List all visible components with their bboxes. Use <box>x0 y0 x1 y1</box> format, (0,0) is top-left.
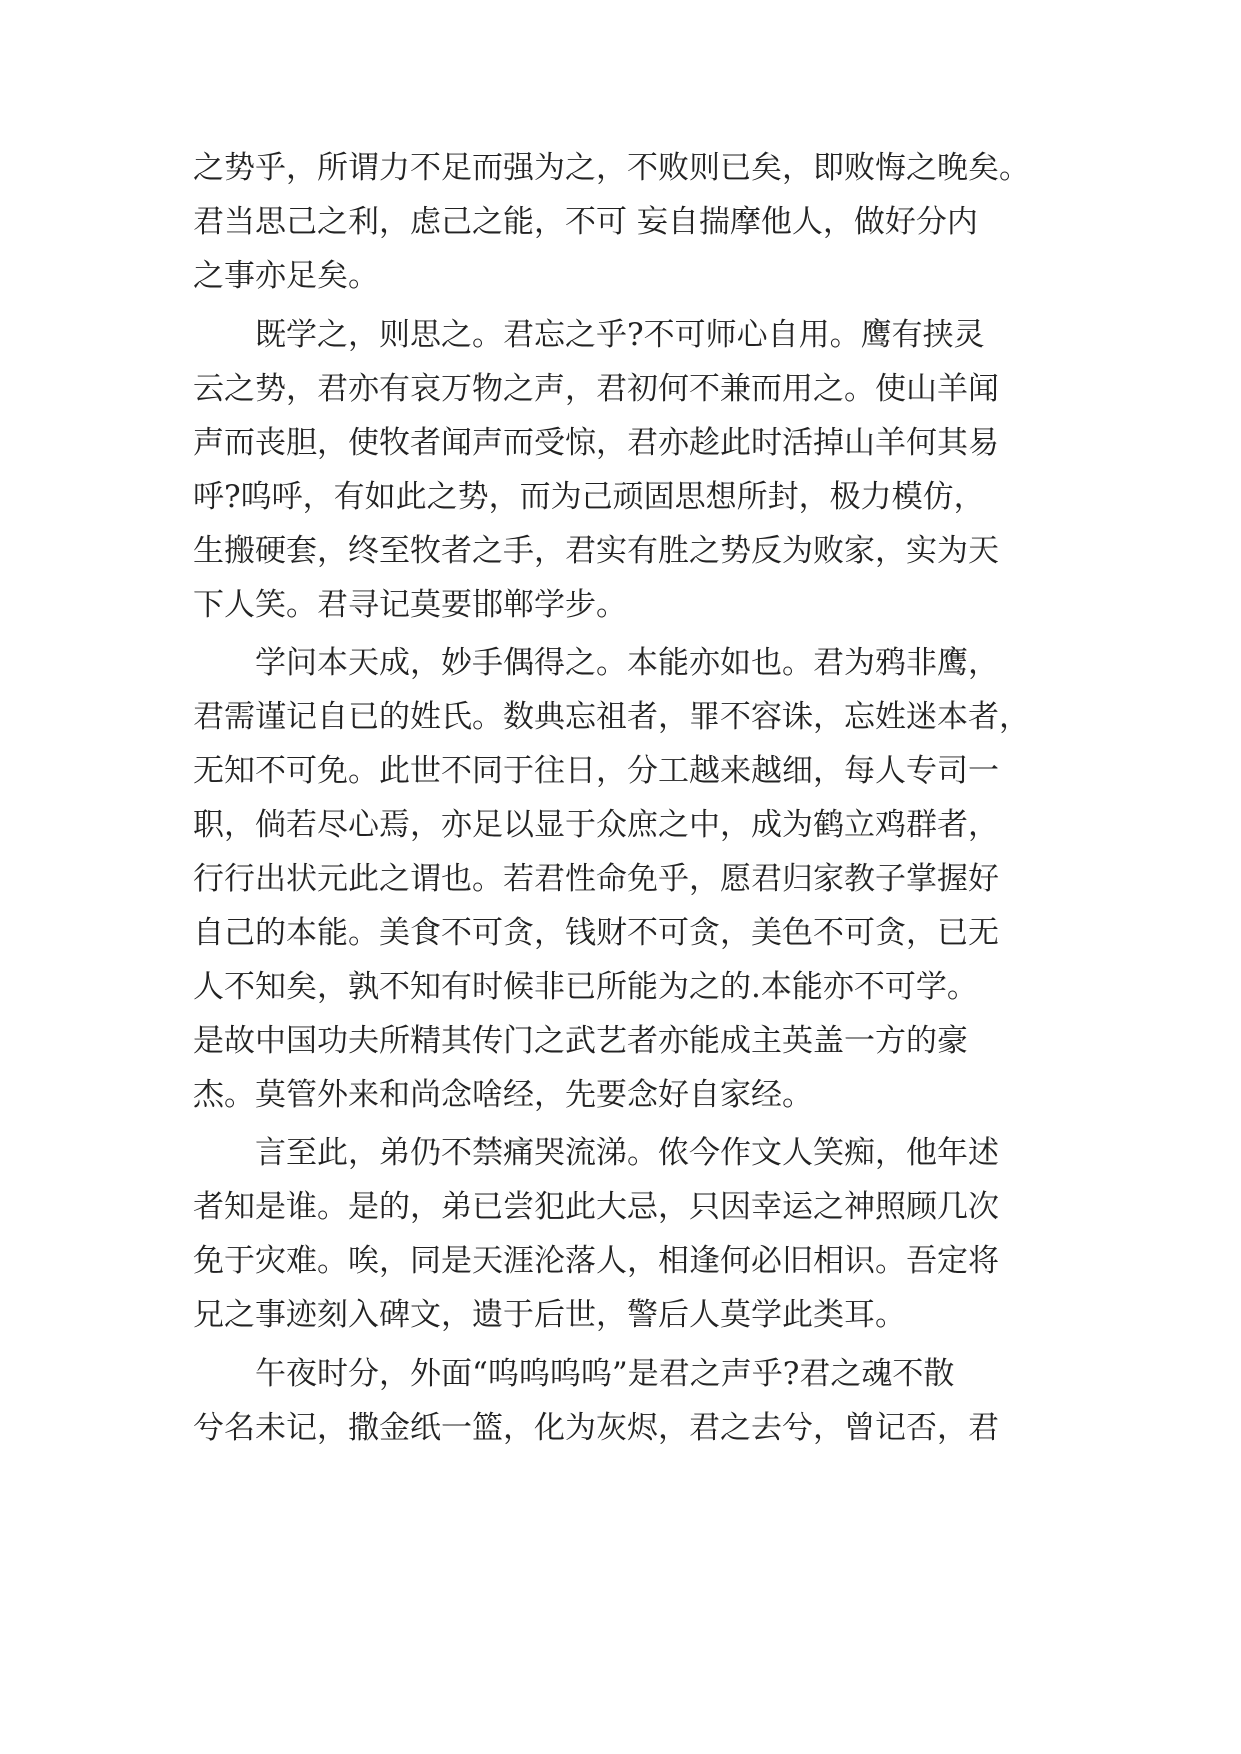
paragraph-first-line: 既学之，则思之。君忘之乎?不可师心自用。鹰有挟灵 <box>255 317 985 353</box>
text-line: 呼?呜呼，有如此之势，而为己顽固思想所封，极力模仿， <box>193 479 985 515</box>
text-line: 君当思己之利，虑己之能，不可 妄自揣摩他人，做好分内 <box>193 204 978 240</box>
text-line: 无知不可免。此世不同于往日，分工越来越细，每人专司一 <box>193 753 999 789</box>
paragraph-first-line: 学问本天成，妙手偶得之。本能亦如也。君为鸦非鹰， <box>255 645 999 681</box>
text-line: 君需谨记自已的姓氏。数典忘祖者，罪不容诛，忘姓迷本者， <box>193 699 1030 735</box>
text-line: 是故中国功夫所精其传门之武艺者亦能成主英盖一方的豪 <box>193 1023 968 1059</box>
paragraph-first-line: 言至此，弟仍不禁痛哭流涕。侬今作文人笑痴，他年述 <box>255 1135 999 1171</box>
text-line: 自己的本能。美食不可贪，钱财不可贪，美色不可贪，已无 <box>193 915 999 951</box>
text-line: 免于灾难。唉，同是天涯沦落人，相逢何必旧相识。吾定将 <box>193 1243 999 1279</box>
text-line: 职，倘若尽心焉，亦足以显于众庶之中，成为鹤立鸡群者， <box>193 807 999 843</box>
text-line: 杰。莫管外来和尚念啥经，先要念好自家经。 <box>193 1077 813 1113</box>
text-line: 人不知矣，孰不知有时候非已所能为之的.本能亦不可学。 <box>193 969 978 1005</box>
text-line: 云之势，君亦有哀万物之声，君初何不兼而用之。使山羊闻 <box>193 371 999 407</box>
text-line: 者知是谁。是的，弟已尝犯此大忌，只因幸运之神照顾几次 <box>193 1189 999 1225</box>
text-line: 兄之事迹刻入碑文，遗于后世，警后人莫学此类耳。 <box>193 1297 906 1333</box>
text-line: 兮名未记，撒金纸一篮，化为灰烬，君之去兮，曾记否，君 <box>193 1410 999 1446</box>
text-line: 生搬硬套，终至牧者之手，君实有胜之势反为败家，实为天 <box>193 533 999 569</box>
text-line: 下人笑。君寻记莫要邯郸学步。 <box>193 587 627 623</box>
text-line: 之势乎，所谓力不足而强为之，不败则已矣，即败悔之晚矣。 <box>193 150 1030 186</box>
text-line: 行行出状元此之谓也。若君性命免乎，愿君归家教子掌握好 <box>193 861 999 897</box>
text-line: 声而丧胆，使牧者闻声而受惊，君亦趁此时活掉山羊何其易 <box>193 425 999 461</box>
text-line: 之事亦足矣。 <box>193 258 379 294</box>
paragraph-first-line: 午夜时分，外面“呜呜呜呜”是君之声乎?君之魂不散 <box>255 1356 955 1392</box>
